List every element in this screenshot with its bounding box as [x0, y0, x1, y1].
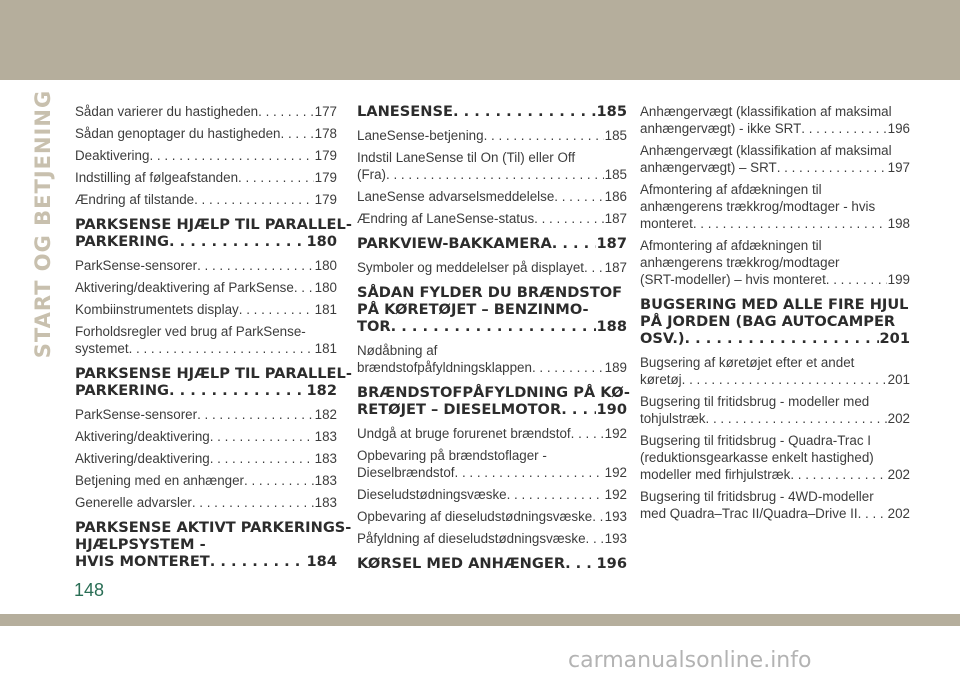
- toc-entry: [640, 103, 910, 137]
- toc-entry: [75, 406, 337, 423]
- toc-entry-text: anhængervægt) – SRT: [640, 160, 777, 175]
- toc-entry: [357, 530, 627, 547]
- toc-page-ref: 202: [887, 411, 910, 426]
- toc-entry-text: Indstil LaneSense til On (Til) eller Off: [357, 150, 576, 165]
- dot-leader: [197, 257, 314, 274]
- toc-page-ref: 180: [314, 258, 337, 273]
- toc-heading: [640, 296, 910, 347]
- watermark: carmanualsonline.info: [568, 648, 812, 673]
- toc-page-ref: 202: [887, 506, 910, 521]
- toc-entry: [75, 494, 337, 511]
- toc-entry-text: ParkSense-sensorer: [75, 258, 198, 273]
- toc-entry-text: RETØJET – DIESELMOTOR: [357, 401, 562, 418]
- toc-entry-text: tohjulstræk: [640, 411, 706, 426]
- toc-page-ref: 193: [604, 531, 627, 546]
- toc-page-ref: 190: [596, 401, 627, 418]
- toc-heading: [357, 555, 627, 572]
- dot-leader: [826, 271, 887, 288]
- toc-page-ref: 202: [887, 467, 910, 482]
- dot-leader: [129, 340, 314, 357]
- toc-entry-text: Ændring af LaneSense-status: [357, 211, 535, 226]
- dot-leader: [210, 450, 314, 467]
- toc-page-ref: 185: [604, 128, 627, 143]
- dot-leader: [281, 125, 314, 142]
- toc-page-ref: 181: [314, 302, 337, 317]
- dot-leader: [210, 428, 314, 445]
- dot-leader: [238, 169, 314, 186]
- toc-entry: [75, 279, 337, 296]
- toc-entry-text: Anhængervægt (klassifikation af maksimal: [640, 104, 892, 119]
- dot-leader: [552, 235, 596, 252]
- dot-leader: [169, 382, 306, 399]
- dot-leader: [592, 508, 603, 525]
- toc-page-ref: 184: [306, 553, 337, 570]
- toc-entry-text: (Fra): [357, 167, 387, 182]
- toc-entry-text: PARKSENSE HJÆLP TIL PARALLEL-: [75, 365, 352, 382]
- toc-page-ref: 201: [879, 330, 910, 347]
- toc-page-ref: 179: [314, 148, 337, 163]
- toc-entry-text: Påfyldning af dieseludstødningsvæske: [357, 531, 586, 546]
- toc-entry-text: BRÆNDSTOFPÅFYLDNING PÅ KØ-: [357, 384, 630, 401]
- section-side-tab: [30, 89, 56, 359]
- toc-entry-text: Ændring af tilstande: [75, 192, 195, 207]
- toc-heading: [357, 284, 627, 335]
- toc-column-1: [75, 103, 352, 577]
- toc-entry: [640, 354, 910, 388]
- dot-leader: [554, 188, 603, 205]
- toc-entry-text: Kombiinstrumentets display: [75, 302, 239, 317]
- toc-entry: [357, 188, 627, 205]
- toc-page-ref: 196: [596, 555, 627, 572]
- toc-entry: [75, 147, 337, 164]
- toc-entry-text: Nødåbning af: [357, 343, 438, 358]
- toc-entry: [75, 257, 337, 274]
- toc-entry-text: Betjening med en anhænger: [75, 473, 244, 488]
- toc-entry: [357, 425, 627, 442]
- dot-leader: [192, 494, 314, 511]
- toc-entry-text: Sådan varierer du hastigheden: [75, 104, 259, 119]
- toc-page-ref: 181: [314, 341, 337, 356]
- toc-entry: [357, 210, 627, 227]
- toc-entry: [357, 149, 627, 183]
- toc-page-ref: 180: [314, 280, 337, 295]
- dot-leader: [561, 401, 595, 418]
- toc-entry-text: med Quadra–Trac II/Quadra–Drive II: [640, 506, 858, 521]
- toc-page-ref: 178: [314, 126, 337, 141]
- toc-entry-text: LaneSense advarselsmeddelelse: [357, 189, 555, 204]
- toc-entry-text: monteret: [640, 216, 693, 231]
- toc-entry-text: LANESENSE: [357, 103, 453, 120]
- toc-entry-text: PARKERING: [75, 382, 170, 399]
- toc-page-ref: 187: [596, 235, 627, 252]
- toc-entry-text: modeller med firhjulstræk: [640, 467, 791, 482]
- dot-leader: [169, 233, 306, 250]
- dot-leader: [584, 259, 604, 276]
- toc-entry-text: PARKSENSE HJÆLP TIL PARALLEL-: [75, 216, 352, 233]
- dot-leader: [693, 215, 887, 232]
- toc-entry-text: Sådan genoptager du hastigheden: [75, 126, 281, 141]
- toc-page-ref: 183: [314, 451, 337, 466]
- toc-entry: [640, 181, 910, 232]
- toc-entry: [357, 447, 627, 481]
- toc-entry-text: Opbevaring på brændstoflager -: [357, 448, 547, 463]
- toc-entry-text: systemet: [75, 341, 129, 356]
- toc-entry: [75, 301, 337, 318]
- toc-entry-text: Indstilling af følgeafstanden: [75, 170, 239, 185]
- toc-page-ref: 187: [604, 211, 627, 226]
- toc-page-ref: 183: [314, 495, 337, 510]
- toc-page-ref: 198: [887, 216, 910, 231]
- toc-entry: [75, 125, 337, 142]
- toc-entry-text: BUGSERING MED ALLE FIRE HJUL: [640, 296, 909, 313]
- dot-leader: [210, 553, 306, 570]
- toc-page-ref: 193: [604, 509, 627, 524]
- toc-entry-text: PÅ KØRETØJET – BENZINMO-: [357, 301, 589, 318]
- dot-leader: [258, 103, 314, 120]
- toc-entry-text: brændstofpåfyldningsklappen: [357, 360, 532, 375]
- dot-leader: [149, 147, 313, 164]
- toc-column-2: [357, 103, 630, 579]
- toc-page-ref: 192: [604, 426, 627, 441]
- toc-entry: [640, 432, 910, 483]
- toc-page-ref: 196: [887, 121, 910, 136]
- toc-page-ref: 188: [596, 318, 627, 335]
- toc-page-ref: 189: [604, 360, 627, 375]
- toc-heading: [357, 103, 627, 120]
- toc-page-ref: 182: [306, 382, 337, 399]
- toc-entry-text: PARKSENSE AKTIVT PARKERINGS-: [75, 519, 352, 536]
- dot-leader: [532, 359, 604, 376]
- toc-entry: [75, 191, 337, 208]
- toc-entry-text: Dieseludstødningsvæske: [357, 487, 507, 502]
- toc-entry-text: OSV.): [640, 330, 685, 347]
- toc-entry-text: PÅ JORDEN (BAG AUTOCAMPER: [640, 313, 896, 330]
- toc-entry-text: TOR: [357, 318, 391, 335]
- toc-entry-text: Dieselbrændstof: [357, 465, 455, 480]
- toc-entry-text: Afmontering af afdækningen til: [640, 238, 822, 253]
- toc-entry-text: køretøj: [640, 372, 682, 387]
- dot-leader: [682, 371, 887, 388]
- dot-leader: [455, 464, 604, 481]
- dot-leader: [790, 466, 886, 483]
- toc-entry-text: (reduktionsgearkasse enkelt hastighed): [640, 450, 874, 465]
- dot-leader: [777, 159, 887, 176]
- toc-entry-text: SÅDAN FYLDER DU BRÆNDSTOF: [357, 284, 623, 301]
- toc-entry-text: Bugsering af køretøjet efter et andet: [640, 355, 855, 370]
- dot-leader: [801, 120, 886, 137]
- toc-entry-text: PARKVIEW-BAKKAMERA: [357, 235, 552, 252]
- toc-entry: [640, 393, 910, 427]
- footer-band: [0, 614, 960, 626]
- toc-page-ref: 183: [314, 473, 337, 488]
- toc-entry-text: Generelle advarsler: [75, 495, 192, 510]
- dot-leader: [294, 279, 314, 296]
- toc-page-ref: 177: [314, 104, 337, 119]
- page-number: 148: [74, 580, 105, 600]
- toc-entry: [357, 259, 627, 276]
- dot-leader: [484, 127, 604, 144]
- toc-entry-text: HVIS MONTERET: [75, 553, 210, 570]
- toc-entry-text: (SRT-modeller) – hvis monteret: [640, 272, 826, 287]
- toc-entry: [357, 508, 627, 525]
- toc-page-ref: 192: [604, 487, 627, 502]
- toc-entry: [75, 428, 337, 445]
- dot-leader: [386, 166, 604, 183]
- dot-leader: [244, 472, 314, 489]
- dot-leader: [565, 555, 595, 572]
- dot-leader: [391, 318, 596, 335]
- toc-entry-text: HJÆLPSYSTEM -: [75, 536, 206, 553]
- dot-leader: [453, 103, 596, 120]
- toc-entry: [75, 472, 337, 489]
- dot-leader: [534, 210, 603, 227]
- toc-page-ref: 182: [314, 407, 337, 422]
- dot-leader: [858, 505, 887, 522]
- toc-page-ref: 185: [604, 167, 627, 182]
- toc-entry-text: Symboler og meddelelser på displayet: [357, 260, 585, 275]
- toc-heading: [75, 216, 352, 250]
- toc-entry-text: Deaktivering: [75, 148, 150, 163]
- dot-leader: [685, 330, 879, 347]
- toc-entry: [75, 103, 337, 120]
- toc-entry-text: Aktivering/deaktivering: [75, 429, 210, 444]
- toc-page-ref: 179: [314, 170, 337, 185]
- toc-page-ref: 180: [306, 233, 337, 250]
- toc-entry: [75, 450, 337, 467]
- toc-page-ref: 197: [887, 160, 910, 175]
- section-side-tab-label: START OG BETJENING: [31, 89, 55, 359]
- toc-heading: [357, 384, 630, 418]
- toc-page-ref: 186: [604, 189, 627, 204]
- toc-entry-text: Bugsering til fritidsbrug - modeller med: [640, 394, 870, 409]
- toc-page-ref: 192: [604, 465, 627, 480]
- toc-entry-text: Bugsering til fritidsbrug - Quadra-Trac I: [640, 433, 871, 448]
- toc-entry-text: anhængerens trækkrog/modtager: [640, 255, 840, 270]
- toc-entry-text: Opbevaring af dieseludstødningsvæske: [357, 509, 593, 524]
- toc-entry-text: Undgå at bruge forurenet brændstof: [357, 426, 571, 441]
- toc-entry-text: Aktivering/deaktivering: [75, 451, 210, 466]
- toc-entry: [75, 169, 337, 186]
- dot-leader: [507, 486, 604, 503]
- dot-leader: [197, 406, 314, 423]
- toc-entry: [357, 342, 627, 376]
- toc-entry-text: anhængerens trækkrog/modtager - hvis: [640, 199, 876, 214]
- toc-page-ref: 185: [596, 103, 627, 120]
- toc-entry: [640, 237, 910, 288]
- toc-entry-text: ParkSense-sensorer: [75, 407, 198, 422]
- dot-leader: [571, 425, 604, 442]
- toc-page-ref: 201: [887, 372, 910, 387]
- toc-entry-text: PARKERING: [75, 233, 170, 250]
- toc-entry-text: KØRSEL MED ANHÆNGER: [357, 555, 566, 572]
- toc-entry: [357, 486, 627, 503]
- toc-page-ref: 199: [887, 272, 910, 287]
- toc-page-ref: 187: [604, 260, 627, 275]
- toc-entry-text: Forholdsregler ved brug af ParkSense-: [75, 324, 306, 339]
- dot-leader: [194, 191, 314, 208]
- toc-entry-text: Anhængervægt (klassifikation af maksimal: [640, 143, 892, 158]
- toc-heading: [357, 235, 627, 252]
- toc-entry-text: Afmontering af afdækningen til: [640, 182, 822, 197]
- toc-heading: [75, 365, 352, 399]
- toc-entry-text: LaneSense-betjening: [357, 128, 484, 143]
- toc-entry-text: anhængervægt) - ikke SRT: [640, 121, 802, 136]
- dot-leader: [239, 301, 314, 318]
- toc-entry: [640, 142, 910, 176]
- dot-leader: [706, 410, 887, 427]
- dot-leader: [586, 530, 604, 547]
- toc-page-ref: 179: [314, 192, 337, 207]
- toc-page-ref: 183: [314, 429, 337, 444]
- toc-entry: [75, 323, 337, 357]
- toc-column-3: [640, 103, 910, 527]
- toc-entry-text: Aktivering/deaktivering af ParkSense: [75, 280, 294, 295]
- toc-heading: [75, 519, 352, 570]
- toc-entry: [640, 488, 910, 522]
- toc-entry-text: Bugsering til fritidsbrug - 4WD-modeller: [640, 489, 874, 504]
- toc-entry: [357, 127, 627, 144]
- header-band: [0, 0, 960, 80]
